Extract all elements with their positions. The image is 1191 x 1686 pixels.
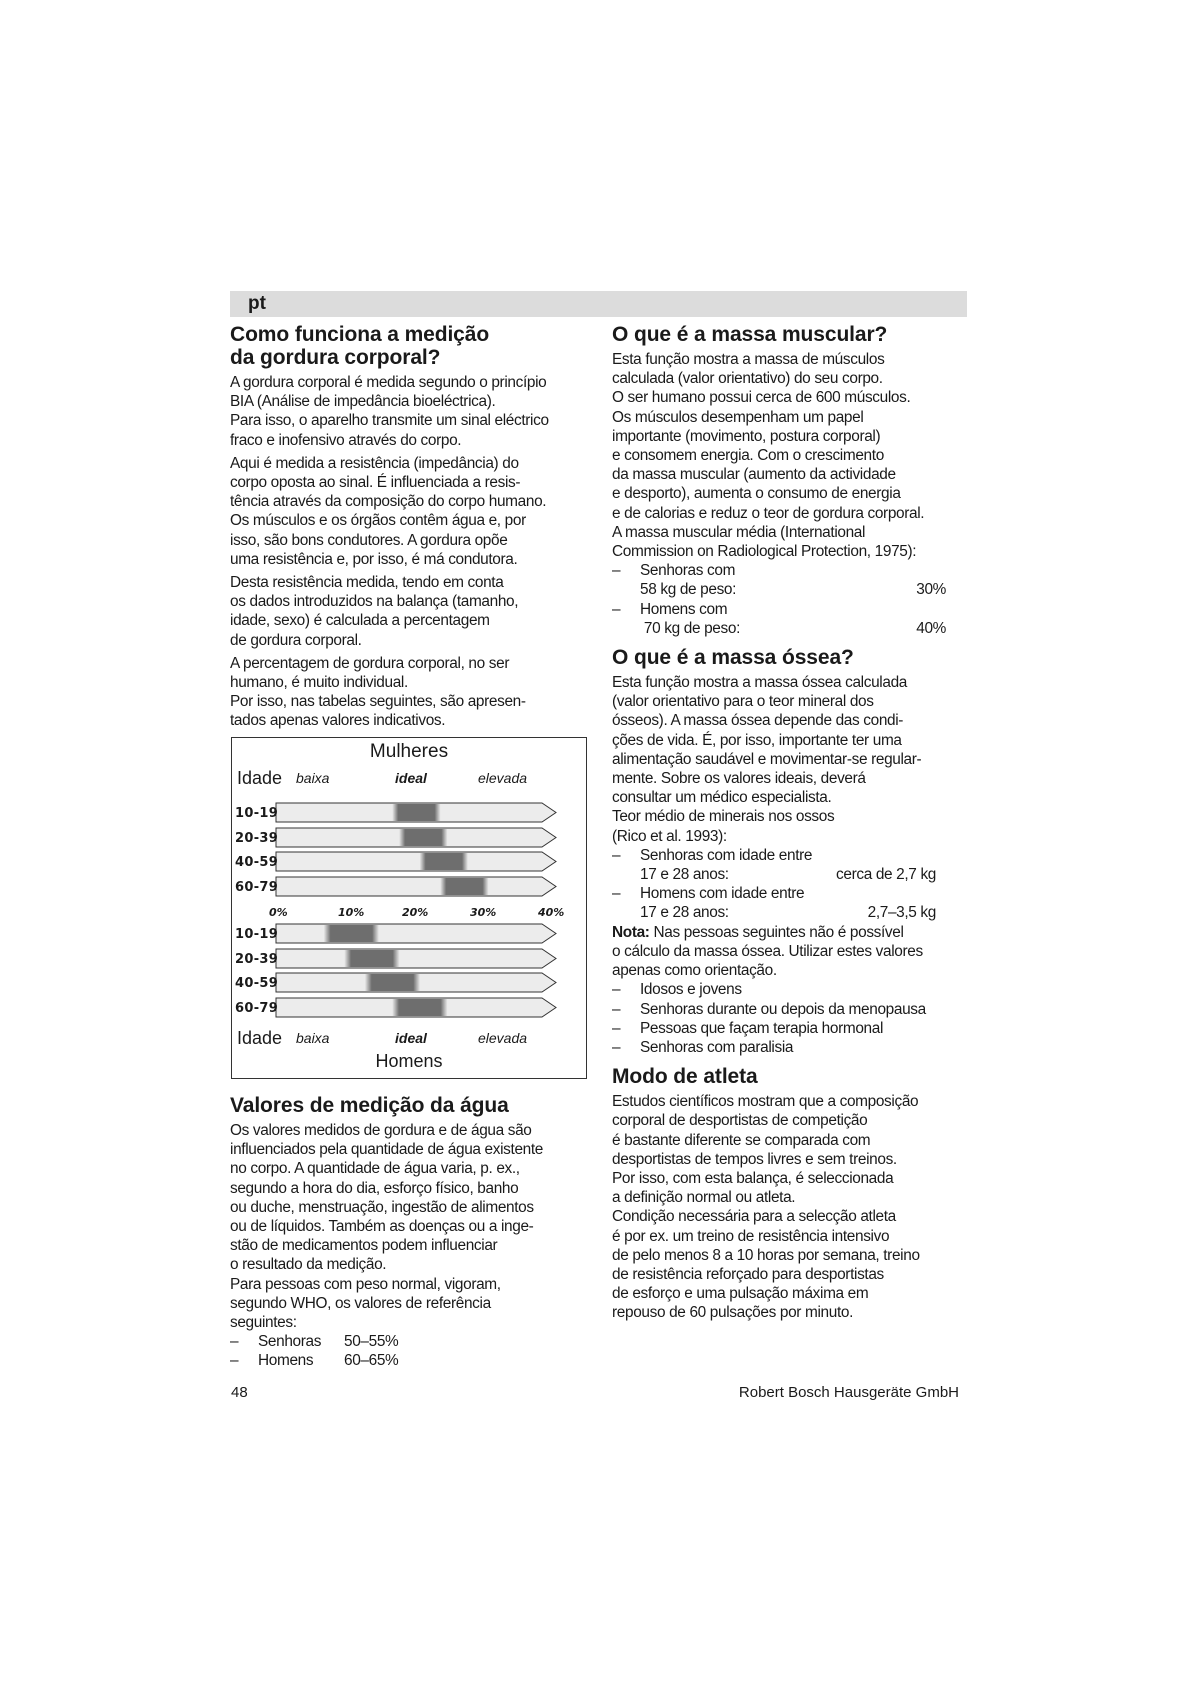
list-item: – Senhoras com 58 kg de peso: 30% xyxy=(612,561,972,599)
list-item: – Senhoras com idade entre 17 e 28 anos: cerca de 2,7 kg xyxy=(612,846,972,884)
level-ideal-bottom: ideal xyxy=(395,1030,427,1046)
paragraph-individual: A percentagem de gordura corporal, no ser humano, é muito individual. Por isso, nas tabelas seguintes, são apresen- tados apenas valores indicativos. xyxy=(230,654,526,730)
paragraph-water-2: Para pessoas com peso normal, vigoram, segundo WHO, os valores de referência seguintes: xyxy=(230,1275,501,1332)
language-bar xyxy=(230,291,967,317)
bar-track xyxy=(276,852,556,871)
men-age-label: 40-59 xyxy=(235,976,279,991)
ideal-range-bar xyxy=(345,950,400,967)
language-code: pt xyxy=(248,293,266,314)
list-item: – Pessoas que façam terapia hormonal xyxy=(612,1019,972,1038)
women-age-label: 10-19 xyxy=(235,806,279,821)
age-label-top: Idade xyxy=(237,768,283,788)
chart-title-women: Mulheres xyxy=(369,741,449,762)
list-item: – Homens com 70 kg de peso: 40% xyxy=(612,600,972,638)
paragraph-bone-minerals: Teor médio de minerais nos ossos (Rico et al. 1993): xyxy=(612,808,835,845)
women-age-label: 20-39 xyxy=(235,831,279,846)
water-section xyxy=(230,1094,590,1371)
tick-label: 0% xyxy=(269,906,288,919)
list-item: – Homens 60–65% xyxy=(230,1351,590,1370)
men-age-label: 60-79 xyxy=(235,1001,279,1016)
paragraph-bone: Esta função mostra a massa óssea calculada (valor orientativo para o teor mineral dos ósseos). A massa óssea depende das condi- ções de vida. É, por isso, importante ter uma alimentação saudável e movimentar-se regular- mente. Sobre os valores ideais, deverá consultar um médico especialista. xyxy=(612,674,922,807)
right-column xyxy=(612,323,972,1323)
tick-label: 20% xyxy=(402,906,429,919)
women-age-label: 40-59 xyxy=(235,855,279,870)
tick-label: 30% xyxy=(470,906,497,919)
paragraph-athlete-1: Estudos científicos mostram que a composição corporal de desportistas de competição é bastante diferente se comparada com desportistas de tempos livres e sem treinos. Por isso, com esta balança, é seleccionada a definição normal ou atleta. xyxy=(612,1093,919,1207)
level-low-bottom: baixa xyxy=(296,1030,330,1046)
tick-label: 40% xyxy=(538,906,565,919)
heading-body-fat: Como funciona a medição da gordura corporal? xyxy=(230,323,490,369)
paragraph-athlete-2: Condição necessária para a selecção atleta é por ex. um treino de resistência intensivo de pelo menos 8 a 10 horas por semana, treino de resistência reforçado para desportistas de esforço e uma pulsação máxima em repouso de 60 pulsações por minuto. xyxy=(612,1208,920,1322)
chart-title-men: Homens xyxy=(375,1051,443,1071)
tick-label: 10% xyxy=(338,906,365,919)
ideal-range-bar xyxy=(365,974,420,991)
level-high-bottom: elevada xyxy=(478,1030,528,1046)
women-age-label: 60-79 xyxy=(235,880,279,895)
muscle-list xyxy=(612,561,972,638)
men-age-label: 10-19 xyxy=(235,927,279,942)
ideal-range-bar xyxy=(399,829,447,846)
heading-bone-mass: O que é a massa óssea? xyxy=(612,646,854,670)
paragraph-water-1: Os valores medidos de gordura e de água são influenciados pela quantidade de água existente no corpo. A quantidade de água varia, p. ex., segundo a hora do dia, esforço físico, banho ou duche, menstruação, ingestão de alimentos ou de líquidos. Também as doenças ou a inge- stão de medicamentos podem influenciar o resultado da medição. xyxy=(230,1122,543,1274)
level-ideal-top: ideal xyxy=(395,770,427,786)
paragraph-note: Nota: Nas pessoas seguintes não é possível o cálculo da massa óssea. Utilizar estes valores apenas como orientação. xyxy=(612,923,923,980)
bar-track xyxy=(276,924,556,943)
body-fat-chart xyxy=(231,737,587,1079)
ideal-range-bar xyxy=(420,853,468,870)
note-list xyxy=(612,980,972,1057)
company-name: Robert Bosch Hausgeräte GmbH xyxy=(738,1384,959,1401)
bar-track xyxy=(276,877,556,896)
note-label: Nota: xyxy=(612,923,650,941)
paragraph-bia: A gordura corporal é medida segundo o princípio BIA (Análise de impedância bioeléctrica). Para isso, o aparelho transmite um sinal eléctrico fraco e inofensivo através do corpo. xyxy=(230,374,549,449)
list-item: – Senhoras durante ou depois da menopausa xyxy=(612,1000,972,1019)
heading-muscle-mass: O que é a massa muscular? xyxy=(612,323,888,346)
level-high-top: elevada xyxy=(478,770,528,786)
bone-list xyxy=(612,846,972,923)
list-item: – Senhoras 50–55% xyxy=(230,1332,590,1351)
bar-track xyxy=(276,949,556,968)
ideal-range-bar xyxy=(324,925,379,942)
water-reference-list xyxy=(230,1332,590,1370)
ideal-range-bar xyxy=(440,878,488,895)
list-item: – Senhoras com paralisia xyxy=(612,1038,972,1057)
paragraph-muscle: Esta função mostra a massa de músculos calculada (valor orientativo) do seu corpo. O ser humano possui cerca de 600 músculos. Os músculos desempenham um papel importante (movimento, postura corporal) e consomem energia. Com o crescimento da massa muscular (aumento da actividade e desporto), aumenta o consumo de energia e de calorias e reduz o teor de gordura corporal. A massa muscular média (International Commission on Radiological Protection, 1975): xyxy=(612,351,925,561)
list-item: – Idosos e jovens xyxy=(612,980,972,999)
men-age-label: 20-39 xyxy=(235,952,279,967)
list-item: – Homens com idade entre 17 e 28 anos: 2,7–3,5 kg xyxy=(612,884,972,922)
heading-water: Valores de medição da água xyxy=(230,1094,509,1117)
paragraph-calculation: Desta resistência medida, tendo em conta os dados introduzidos na balança (tamanho, idade, sexo) é calculada a percentagem de gordura corporal. xyxy=(230,574,519,649)
age-label-bottom: Idade xyxy=(237,1028,283,1048)
left-column xyxy=(230,323,590,731)
level-low-top: baixa xyxy=(296,770,330,786)
ideal-range-bar xyxy=(392,804,440,821)
ideal-range-bar xyxy=(392,999,447,1016)
heading-athlete-mode: Modo de atleta xyxy=(612,1065,758,1089)
paragraph-impedance: Aqui é medida a resistência (impedância) do corpo oposta ao sinal. É influenciada a resis- tência através da composição do corpo humano. Os músculos e os órgãos contêm água e, por isso, são bons condutores. A gordura opõe uma resistência e, por isso, é má condutora. xyxy=(230,454,547,568)
page-number: 48 xyxy=(231,1384,248,1401)
